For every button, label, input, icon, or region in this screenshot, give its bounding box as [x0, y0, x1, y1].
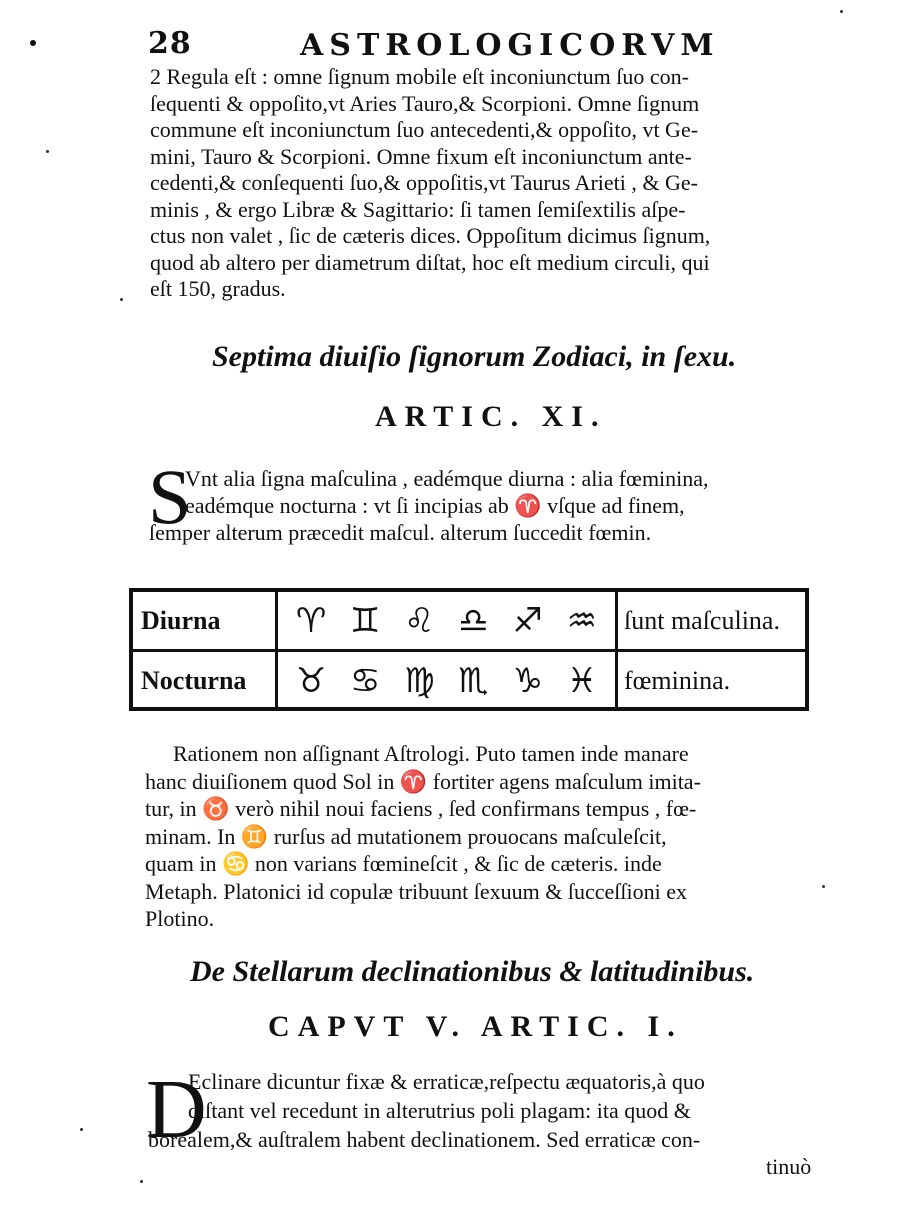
margin-dot: [30, 40, 36, 46]
scorpio-sign-icon: ♏: [458, 660, 489, 701]
running-title: ASTROLOGICORVM: [300, 28, 720, 63]
paragraph-rule-2: [150, 64, 815, 303]
virgo-sign-icon: ♍: [404, 660, 435, 701]
text-line: ſemper alterum præcedit maſcul. alterum ſuccedit fœmin.: [149, 520, 652, 545]
table-row-diurna: [133, 592, 805, 652]
text-line: mini, Tauro & Scorpioni. Omne fixum eſt inconiunctum ante-: [150, 143, 692, 169]
text-line: 2 Regula eſt : omne ſignum mobile eſt inconiunctum ſuo con-: [150, 64, 689, 89]
capricorn-sign-icon: ♑: [512, 660, 543, 701]
aquarius-sign-icon: ♒: [566, 600, 598, 641]
text-line: cedenti,& conſequenti ſuo,& oppoſitis,vt Taurus Arieti , & Ge-: [150, 170, 698, 195]
cancer-sign-icon: ♋: [349, 660, 381, 701]
text-line: ſequenti & oppoſito,vt Aries Tauro,& Scorpioni. Omne ſignum: [150, 90, 700, 116]
paragraph-declination: [148, 1067, 808, 1154]
margin-speck: [80, 1128, 83, 1131]
paragraph-ratio: [145, 740, 805, 933]
text-line: diſtant vel recedunt in alterutrius poli plagam: ita quod &: [188, 1098, 691, 1123]
section-heading: De Stellarum declinationibus & latitudinibus.: [190, 955, 755, 988]
text-line: tur, in ♉ verò nihil noui faciens , ſed confirmans tempus , fœ-: [145, 796, 697, 821]
text-line: hanc diuiſionem quod Sol in ♈ fortiter agens maſculum imita-: [145, 768, 701, 794]
section-heading: Septima diuiſio ſignorum Zodiaci, in ſexu.: [212, 340, 737, 373]
pisces-sign-icon: ♓: [566, 660, 598, 701]
sagittarius-sign-icon: ♐: [512, 600, 543, 641]
page-number: 28: [148, 26, 192, 61]
text-line: ctus non valet , ſic de cæteris dices. Oppoſitum dicimus ſignum,: [150, 223, 711, 248]
text-line: Vnt alia ſigna maſculina , eadémque diurna : alia fœminina,: [185, 466, 709, 491]
margin-speck: [46, 150, 49, 153]
text-line: Eclinare dicuntur fixæ & erraticæ,reſpectu æquatoris,à quo: [188, 1069, 705, 1094]
drop-cap: D: [146, 1063, 207, 1156]
text-line: minam. In ♊ rurſus ad mutationem prouocans maſculeſcit,: [145, 823, 667, 849]
text-line: eſt 150, gradus.: [150, 276, 286, 301]
drop-cap: S: [148, 453, 192, 540]
text-line: quam in ♋ non varians fœmineſcit , & ſic de cæteris. inde: [145, 851, 662, 876]
sign-cell: [278, 592, 618, 649]
zodiac-sex-table: [129, 588, 809, 711]
leo-sign-icon: ♌: [404, 600, 435, 641]
aries-sign-icon: ♈: [295, 600, 327, 641]
row-note: ſunt maſculina.: [624, 605, 780, 635]
article-heading: ARTIC. XI.: [375, 400, 607, 433]
gemini-sign-icon: ♊: [349, 600, 381, 641]
taurus-sign-icon: ♉: [295, 660, 327, 701]
text-line: Metaph. Platonici id copulæ tribuunt ſexuum & ſucceſſioni ex: [145, 878, 687, 904]
row-label: Diurna: [133, 592, 278, 649]
table-row-nocturna: [133, 652, 805, 709]
margin-speck: [822, 885, 825, 888]
text-line: borealem,& auſtralem habent declinationem. Sed erraticæ con-: [148, 1127, 701, 1152]
chapter-heading: CAPVT V. ARTIC. I.: [268, 1010, 683, 1043]
text-line: Plotino.: [145, 906, 215, 931]
margin-speck: [140, 1180, 143, 1183]
text-line: commune eſt inconiunctum ſuo antecedenti,& oppoſito, vt Ge-: [150, 117, 699, 142]
text-line: Rationem non aſſignant Aſtrologi. Puto tamen inde manare: [173, 741, 689, 766]
row-note: fœminina.: [624, 665, 731, 695]
row-label: Nocturna: [133, 652, 278, 709]
text-line: quod ab altero per diametrum diſtat, hoc eſt medium circuli, qui: [150, 249, 710, 275]
catchword: tinuò: [766, 1154, 812, 1179]
text-line: eadémque nocturna : vt ſi incipias ab ♈ vſque ad finem,: [185, 493, 685, 518]
libra-sign-icon: ♎: [458, 600, 489, 641]
paragraph-sexus: [149, 465, 805, 546]
sign-cell: [278, 652, 618, 709]
text-line: minis , & ergo Libræ & Sagittario: ſi tamen ſemiſextilis aſpe-: [150, 196, 686, 222]
margin-speck: [120, 298, 123, 301]
margin-speck: [840, 10, 843, 13]
